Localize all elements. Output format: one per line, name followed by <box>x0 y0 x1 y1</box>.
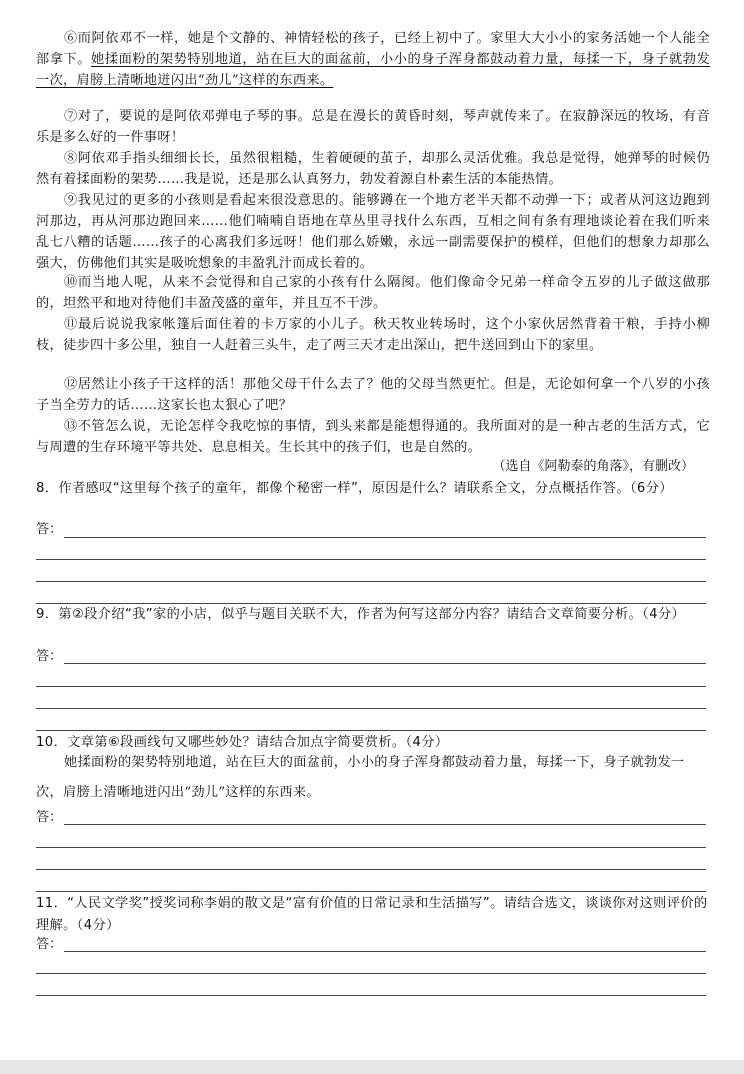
answer-line[interactable] <box>36 581 706 582</box>
answer-line[interactable] <box>64 824 706 825</box>
answer-line[interactable] <box>36 973 706 974</box>
answer-line[interactable] <box>36 869 706 870</box>
question-10-quote: 她揉面粉的架势特别地道，站在巨大的面盆前，小小的身子浑身都鼓动着力量，每揉一下，身子就勃发一次，肩膀上清晰地迸闪出“劲儿”这样的东西来。 <box>36 755 685 800</box>
answer-line[interactable] <box>36 559 706 560</box>
paragraph-11: ⑪最后说说我家帐篷后面住着的卡万家的小儿子。秋天牧业转场时，这个小家伙居然背着干粮，手持小柳枝，徒步四十多公里，独自一人赶着三头牛，走了两三天才走出深山，把牛送回到山下的家里。 <box>36 317 710 353</box>
question-8: 8．作者感叹“这里每个孩子的童年，都像个秘密一样”，原因是什么？请联系全文，分点概括作答。（6分） <box>36 481 673 496</box>
question-9: 9．第②段介绍“我”家的小店，似乎与题目关联不大，作者为何写这部分内容？请结合文章简要分析。（4分） <box>36 607 686 622</box>
answer-line[interactable] <box>36 891 706 892</box>
answer-label-11: 答： <box>36 937 63 952</box>
question-11: 11．“人民文学奖”授奖词称李娟的散文是“富有价值的日常记录和生活描写”。请结合选文，谈谈你对这则评价的理解。（4分） <box>36 896 708 933</box>
answer-line[interactable] <box>36 995 706 996</box>
answer-line[interactable] <box>36 847 706 848</box>
answer-line[interactable] <box>64 663 706 664</box>
answer-line[interactable] <box>64 537 706 538</box>
paragraph-8: ⑧阿依邓手指头细细长长，虽然很粗糙，生着硬硬的茧子，却那么灵活优雅。我总是觉得，她弹琴的时候仍然有着揉面粉的架势……我是说，还是那么认真努力，勃发着源自朴素生活的本能热情。 <box>36 151 710 187</box>
source-note: （选自《阿勒泰的角落》，有删改） <box>492 459 694 474</box>
paragraph-9: ⑨我见过的更多的小孩则是看起来很没意思的。能够蹲在一个地方老半天都不动弹一下；或者从河这边跑到河那边，再从河那边跑回来……他们喃喃自语地在草丛里寻找什么东西，互相之间有条有理地谈论着在我们听来乱七八糟的话题……孩子的心离我们多远呀！他们那么娇嫩，永远一副需要保护的模样，但他们的想象力却那么强大，仿佛他们其实是吸吮想象的丰盈乳汁而成长着的。 <box>36 193 710 271</box>
viewer-bottom-bar <box>0 1060 744 1074</box>
underlined-sentence: 她揉面粉的架势特别地道，站在巨大的面盆前，小小的身子浑身都鼓动着力量，每揉一下，身子就勃发一次，肩膀上清晰地迸闪出“劲儿”这样的东西来。 <box>36 52 710 88</box>
answer-line[interactable] <box>36 686 706 687</box>
answer-label-10: 答： <box>36 810 63 825</box>
answer-line[interactable] <box>36 730 706 731</box>
answer-label-9: 答： <box>36 649 63 664</box>
answer-label-8: 答： <box>36 522 63 537</box>
paragraph-7: ⑦对了，要说的是阿依邓弹电子琴的事。总是在漫长的黄昏时刻，琴声就传来了。在寂静深远的牧场，有音乐是多么好的一件事呀！ <box>36 109 710 145</box>
paragraph-10: ⑩而当地人呢，从来不会觉得和自己家的小孩有什么隔阂。他们像命令兄弟一样命令五岁的儿子做这做那的，坦然平和地对待他们丰盈茂盛的童年，并且互不干涉。 <box>36 275 710 311</box>
question-10: 10．文章第⑥段画线句又哪些妙处？请结合加点字简要赏析。（4分） <box>36 735 449 750</box>
paragraph-12: ⑫居然让小孩子干这样的活！那他父母干什么去了？他的父母当然更忙。但是，无论如何拿一个八岁的小孩子当全劳力的话……这家长也太狠心了吧？ <box>36 377 710 413</box>
paragraph-13: ⑬不管怎么说，无论怎样令我吃惊的事情，到头来都是能想得通的。我所面对的是一种古老的生活方式，它与周遭的生存环境平等共处、息息相关。生长其中的孩子们，也是自然的。 <box>36 419 710 455</box>
answer-line[interactable] <box>36 708 706 709</box>
paragraph-6: ⑥而阿依邓不一样，她是个文静的、神情轻松的孩子，已经上初中了。家里大大小小的家务活她一个人能全部拿下。她揉面粉的架势特别地道，站在巨大的面盆前，小小的身子浑身都鼓动着力量，每揉一下，身子就勃发一次，肩膀上清晰地迸闪出“劲儿”这样的东西来。 <box>36 31 710 88</box>
answer-line[interactable] <box>64 951 706 952</box>
